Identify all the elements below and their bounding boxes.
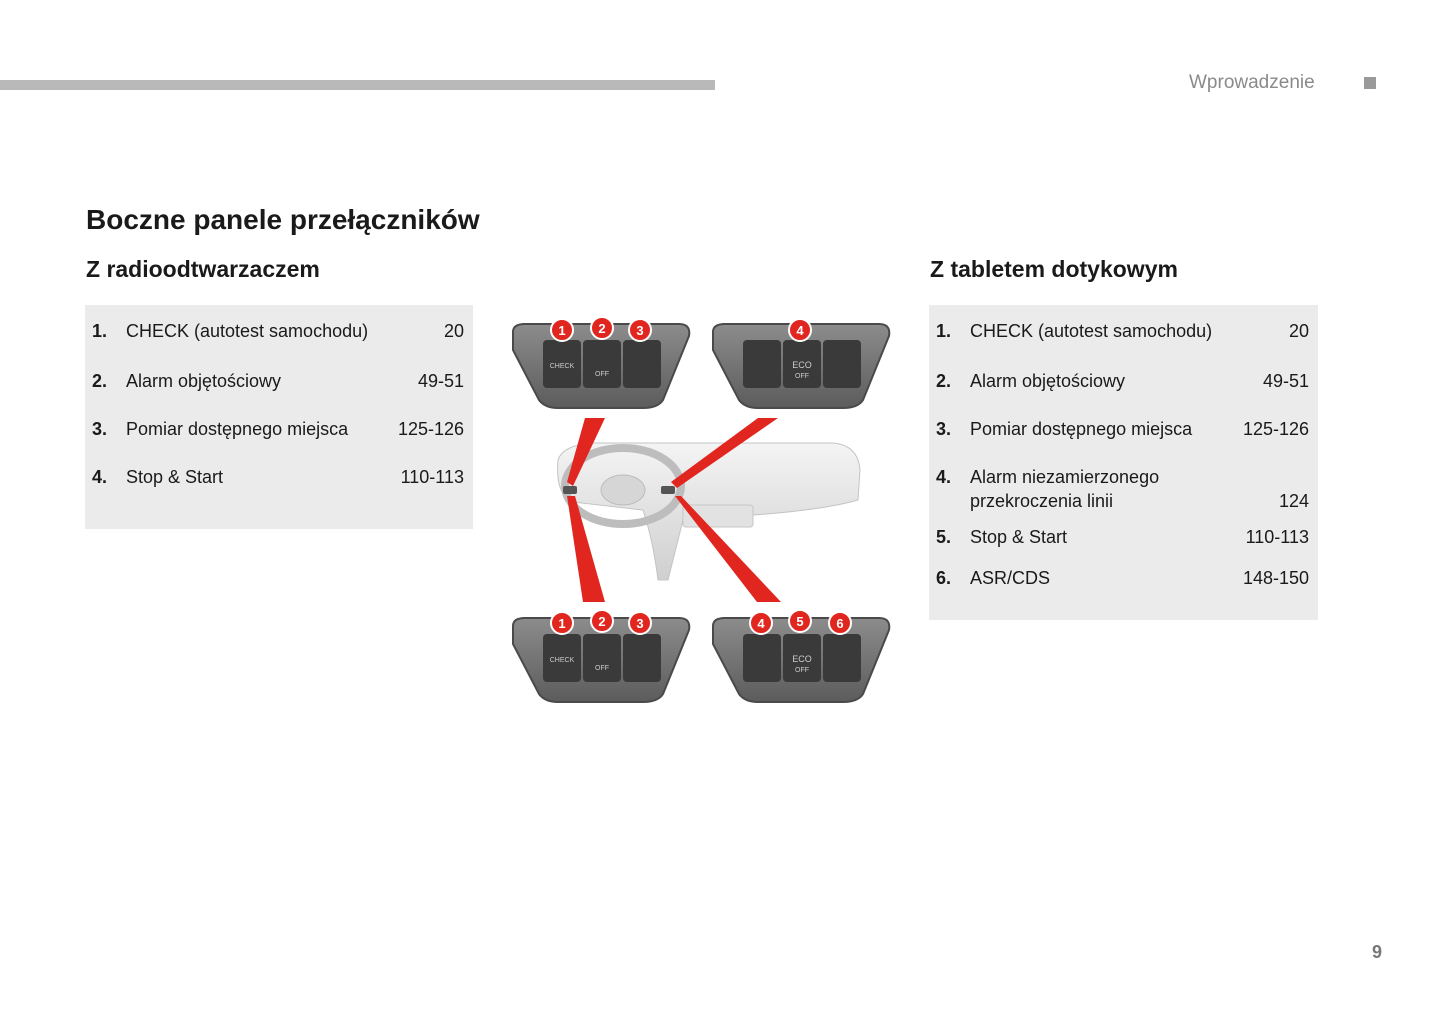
list-item (929, 525, 1318, 549)
item-number: 3. (936, 419, 952, 439)
item-page[interactable]: 20 (443, 321, 464, 341)
section-marker-icon (1364, 77, 1376, 89)
badge-4: 4 (757, 616, 765, 631)
item-number: 2. (936, 371, 952, 391)
page-title: Boczne panele przełączników (86, 204, 480, 235)
list-item (929, 319, 1318, 343)
item-text: Pomiar dostępnego miejsca (126, 419, 349, 439)
item-text: Stop & Start (970, 527, 1068, 547)
list-item (929, 465, 1318, 513)
badge-2: 2 (598, 321, 606, 336)
subtitle-tablet: Z tabletem dotykowym (930, 256, 1178, 282)
switch-panel-top-right (713, 319, 889, 408)
badge-1: 1 (558, 616, 566, 631)
item-page[interactable]: 148-150 (1242, 568, 1309, 588)
item-number: 6. (936, 568, 952, 588)
badge-3: 3 (636, 323, 644, 338)
dashboard-switch-panels-illustration (503, 310, 903, 710)
item-text: CHECK (autotest samochodu) (970, 321, 1213, 341)
badge-5: 5 (796, 614, 804, 629)
item-number: 1. (936, 321, 952, 341)
list-item (929, 566, 1318, 590)
list-item (929, 417, 1318, 441)
badge-3: 3 (636, 616, 644, 631)
switch-panel-top-left (513, 317, 689, 408)
item-text: Alarm objętościowy (970, 371, 1126, 391)
item-page[interactable]: 124 (1278, 491, 1309, 511)
item-page[interactable]: 125-126 (1242, 419, 1309, 439)
list-item (929, 369, 1318, 393)
radio-features-panel (85, 305, 473, 529)
badge-2: 2 (598, 614, 606, 629)
check-button-label: CHECK (549, 363, 575, 370)
item-number: 4. (936, 467, 952, 487)
item-number: 4. (92, 467, 108, 487)
badge-4: 4 (796, 323, 804, 338)
item-page[interactable]: 49-51 (1262, 371, 1309, 391)
list-item (85, 465, 473, 489)
switch-panel-bottom-right (713, 610, 889, 702)
off-button-label: OFF (595, 371, 609, 378)
item-text: CHECK (autotest samochodu) (126, 321, 369, 341)
item-number: 1. (92, 321, 108, 341)
header-bar (0, 80, 715, 90)
eco-button-label: ECO (792, 360, 812, 370)
section-label: Wprowadzenie (1189, 72, 1315, 93)
list-item (85, 319, 473, 343)
item-number: 3. (92, 419, 108, 439)
item-page[interactable]: 49-51 (417, 371, 464, 391)
item-text: Pomiar dostępnego miejsca (970, 419, 1193, 439)
item-number: 2. (92, 371, 108, 391)
list-item (85, 417, 473, 441)
item-number: 5. (936, 527, 952, 547)
badge-1: 1 (558, 323, 566, 338)
item-text: Alarm niezamierzonego przekroczenia linii (970, 467, 1160, 511)
eco-button-label: ECO (792, 654, 812, 664)
item-text: Alarm objętościowy (126, 371, 282, 391)
badge-6: 6 (836, 616, 844, 631)
off-button-label: OFF (595, 665, 609, 672)
page-number: 9 (1372, 942, 1383, 962)
item-page[interactable]: 110-113 (1245, 527, 1309, 547)
item-text: ASR/CDS (970, 568, 1051, 588)
tablet-features-panel (929, 305, 1318, 620)
item-page[interactable]: 20 (1288, 321, 1309, 341)
off-button-label: OFF (795, 667, 809, 674)
check-button-label: CHECK (549, 657, 575, 664)
item-page[interactable]: 125-126 (397, 419, 464, 439)
switch-panel-bottom-left (513, 610, 689, 702)
item-text: Stop & Start (126, 467, 224, 487)
off-button-label: OFF (795, 373, 809, 380)
list-item (85, 369, 473, 393)
subtitle-radio: Z radioodtwarzaczem (86, 256, 320, 282)
item-page[interactable]: 110-113 (400, 467, 464, 487)
